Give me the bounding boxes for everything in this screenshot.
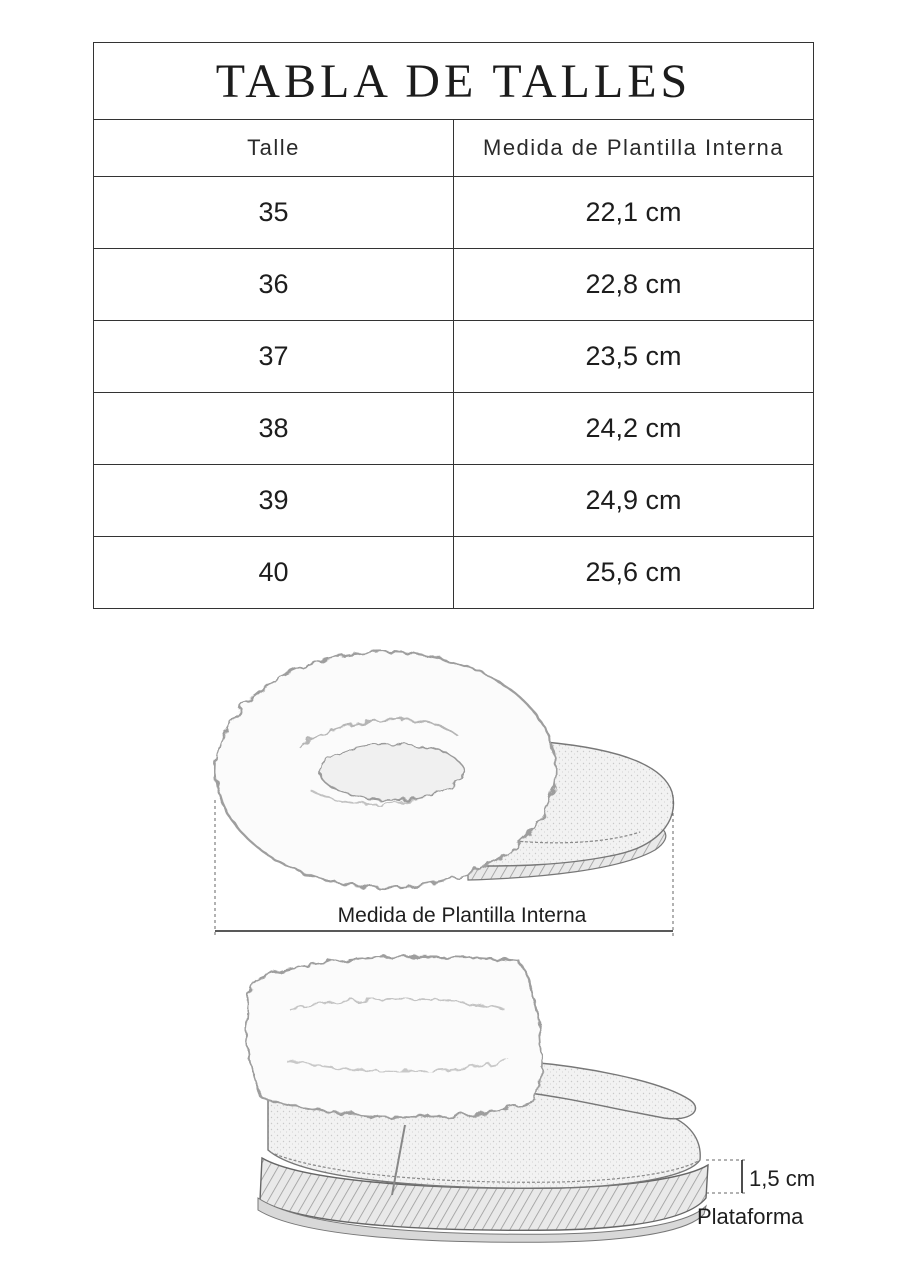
- insole-measure-label: Medida de Plantilla Interna: [337, 904, 587, 927]
- size-cell: 35: [94, 177, 454, 249]
- platform-label: Plataforma: [697, 1204, 804, 1229]
- table-row: [94, 465, 814, 537]
- measure-cell: 23,5 cm: [454, 321, 814, 393]
- slipper-side-view: [247, 956, 708, 1242]
- measure-cell: 25,6 cm: [454, 537, 814, 609]
- measure-cell: 22,1 cm: [454, 177, 814, 249]
- measure-cell: 22,8 cm: [454, 249, 814, 321]
- size-cell: 40: [94, 537, 454, 609]
- slipper-illustration: [0, 630, 905, 1270]
- table-row: [94, 249, 814, 321]
- size-cell: 38: [94, 393, 454, 465]
- table-title: TABLA DE TALLES: [94, 43, 814, 120]
- header-row: [94, 120, 814, 177]
- table-row: [94, 393, 814, 465]
- header-measure: Medida de Plantilla Interna: [454, 120, 814, 177]
- platform-measure-indicator: [706, 1160, 745, 1193]
- size-chart-table: [93, 42, 814, 609]
- title-row: [94, 43, 814, 120]
- measure-cell: 24,9 cm: [454, 465, 814, 537]
- size-cell: 37: [94, 321, 454, 393]
- table-row: [94, 537, 814, 609]
- table-row: [94, 321, 814, 393]
- platform-height-label: 1,5 cm: [749, 1166, 816, 1191]
- measure-cell: 24,2 cm: [454, 393, 814, 465]
- size-cell: 36: [94, 249, 454, 321]
- header-size: Talle: [94, 120, 454, 177]
- table-row: [94, 177, 814, 249]
- slipper-top-view: [216, 652, 674, 888]
- size-cell: 39: [94, 465, 454, 537]
